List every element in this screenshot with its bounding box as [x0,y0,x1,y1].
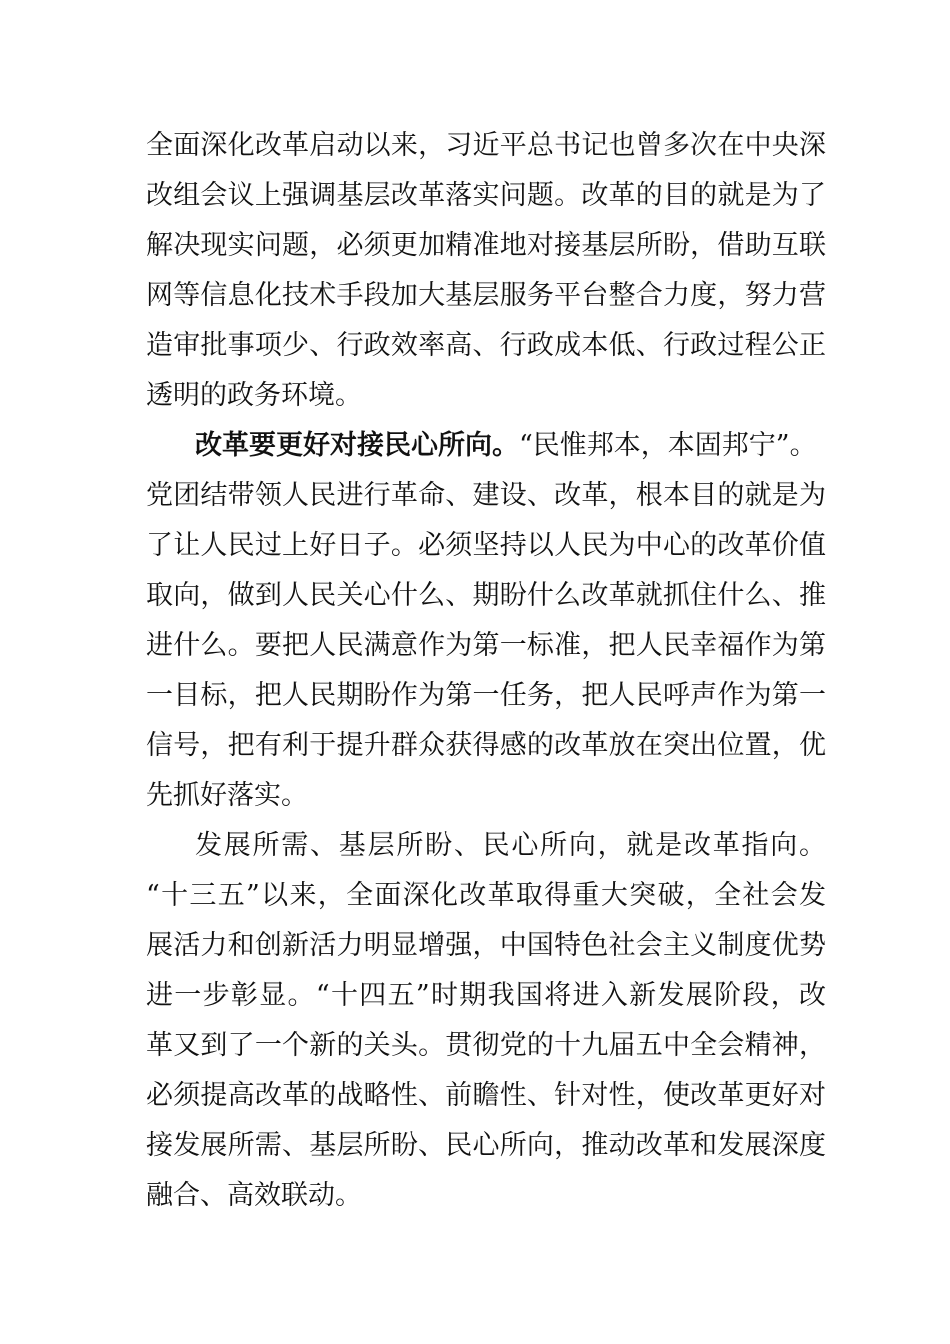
paragraph-3-line-6: 必须提高改革的战略性、前瞻性、针对性，使改革更好对 [146,1080,826,1111]
paragraph-3-line-3: 展活力和创新活力明显增强，中国特色社会主义制度优势 [146,930,826,961]
paragraph-2-line-8: 先抓好落实。 [146,780,308,811]
paragraph-2-line-4: 取向，做到人民关心什么、期盼什么改革就抓住什么、推 [146,580,826,611]
paragraph-2-heading: 改革要更好对接民心所向。 [195,430,519,461]
paragraph-3-line-5: 革又到了一个新的关头。贯彻党的十九届五中全会精神， [146,1030,826,1061]
paragraph-3-line-4: 进一步彰显。“十四五”时期我国将进入新发展阶段，改 [146,980,826,1011]
paragraph-1-line-3: 解决现实问题，必须更加精准地对接基层所盼，借助互联 [146,230,826,261]
paragraph-2-line-2: 党团结带领人民进行革命、建设、改革，根本目的就是为 [146,480,826,511]
paragraph-2-line-6: 一目标，把人民期盼作为第一任务，把人民呼声作为第一 [146,680,826,711]
paragraph-2-line-5: 进什么。要把人民满意作为第一标准，把人民幸福作为第 [146,630,826,661]
paragraph-1-line-1: 全面深化改革启动以来，习近平总书记也曾多次在中央深 [146,130,826,161]
paragraph-2-quote: “民惟邦本，本固邦宁”。 [519,430,817,461]
paragraph-3-line-7: 接发展所需、基层所盼、民心所向，推动改革和发展深度 [146,1130,826,1161]
paragraph-1-line-4: 网等信息化技术手段加大基层服务平台整合力度，努力营 [146,280,826,311]
paragraph-3-line-1: 发展所需、基层所盼、民心所向，就是改革指向。 [195,830,826,861]
paragraph-2-line-3: 了让人民过上好日子。必须坚持以人民为中心的改革价值 [146,530,826,561]
paragraph-1-line-5: 造审批事项少、行政效率高、行政成本低、行政过程公正 [146,330,826,361]
paragraph-1-line-6: 透明的政务环境。 [146,380,362,411]
paragraph-2-first-line [195,428,826,464]
paragraph-2-line-7: 信号，把有利于提升群众获得感的改革放在突出位置，优 [146,730,826,761]
paragraph-3-line-8: 融合、高效联动。 [146,1180,362,1211]
paragraph-3-line-2: “十三五”以来，全面深化改革取得重大突破，全社会发 [146,880,826,911]
paragraph-1-line-2: 改组会议上强调基层改革落实问题。改革的目的就是为了 [146,180,826,211]
